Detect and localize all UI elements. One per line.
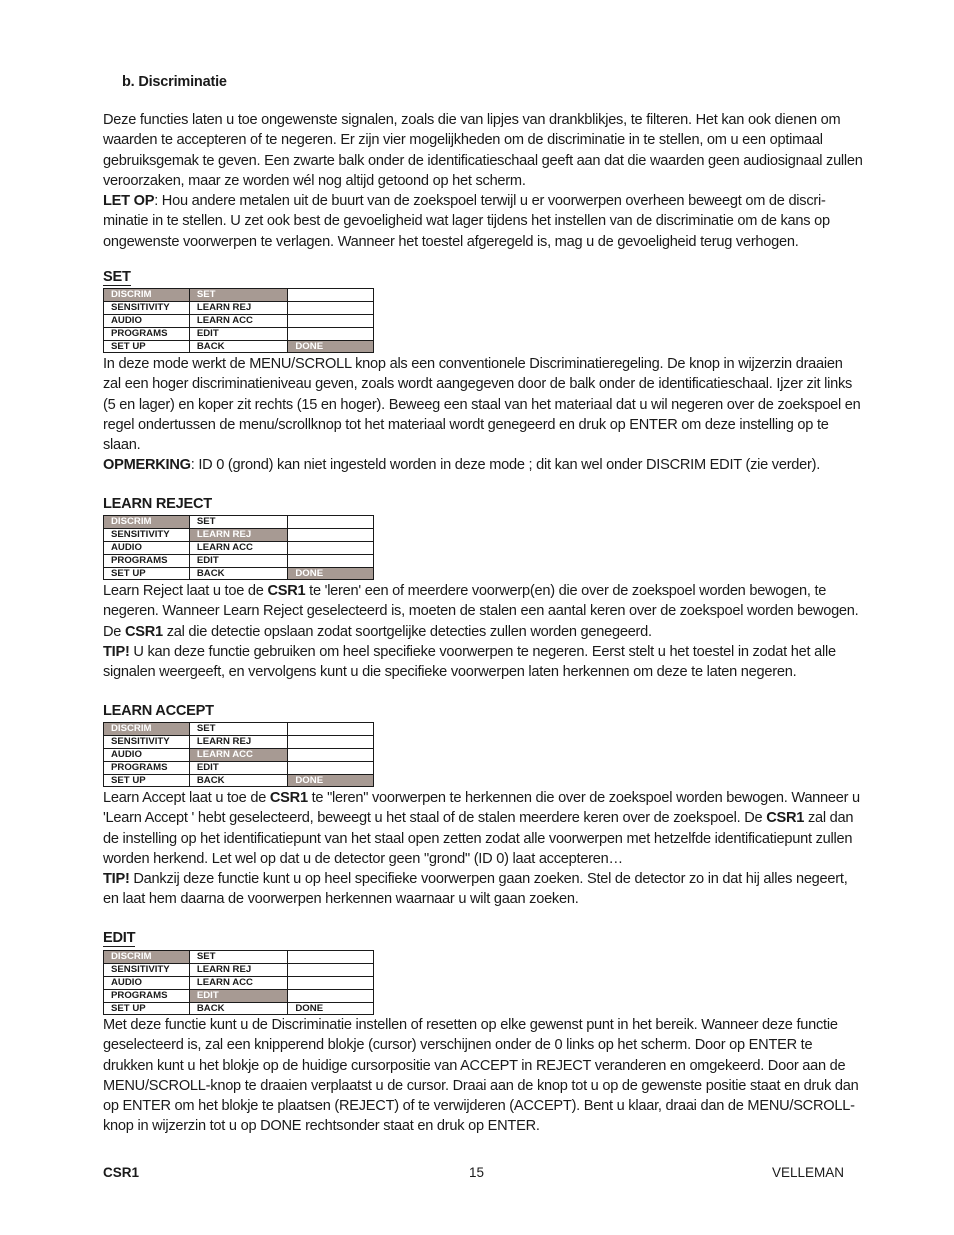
menu-cell: PROGRAMS bbox=[104, 989, 190, 1002]
menu-cell bbox=[288, 735, 374, 748]
menu-row bbox=[104, 723, 374, 736]
menu-cell: AUDIO bbox=[104, 748, 190, 761]
edit-menu-table bbox=[103, 950, 374, 1015]
learn-reject-title: LEARN REJECT bbox=[103, 496, 212, 512]
edit-paragraph bbox=[103, 1015, 863, 1137]
menu-cell bbox=[288, 541, 374, 554]
menu-cell: SET bbox=[189, 289, 288, 302]
menu-row bbox=[104, 976, 374, 989]
menu-cell: DISCRIM bbox=[104, 516, 190, 529]
edit-title: EDIT bbox=[103, 930, 136, 946]
menu-row bbox=[104, 541, 374, 554]
menu-cell: EDIT bbox=[189, 327, 288, 340]
tip-text: Dankzij deze functie kunt u op heel specifieke voorwerpen gaan zoeken. Stel de detector zo in dat hij alles negeert, en laat hem daarna de voorwerpen herkennen waarnaar u wilt gaan zoeken. bbox=[103, 871, 848, 908]
learn-accept-title: LEARN ACCEPT bbox=[103, 703, 214, 719]
menu-cell: LEARN ACC bbox=[189, 748, 288, 761]
model-name: CSR1 bbox=[267, 583, 306, 599]
menu-cell: BACK bbox=[189, 774, 288, 787]
menu-cell: DONE bbox=[288, 567, 374, 580]
set-body: In deze mode werkt de MENU/SCROLL knop als een conventionele Discriminatieregeling. De knop in wijzerzin draaien zal een hoger discriminatieniveau geven, zoals wordt aangegeven door de balk onder de identificatieschaal. Ijzer zit links (5 en lager) en koper zit rechts (15 en hoger). Beweeg een staal van het materiaal dat u wil negeren over de zoekspoel en regel ondertussen de menu/scrollknop tot het materiaal wordt genegeerd en druk op ENTER om deze instelling op te slaan. bbox=[103, 356, 861, 454]
menu-row bbox=[104, 301, 374, 314]
body-text: zal dan de instelling op het identificatiepunt van het staal open zetten zodat alle voorwerpen met hetzelfde identificatiepunt zullen worden herkend. Let wel op dat u de detector geen "grond" (ID 0) laat accepteren… bbox=[103, 810, 854, 867]
learn-reject-menu-table bbox=[103, 515, 374, 580]
learn-reject-paragraph bbox=[103, 581, 863, 682]
menu-cell: DONE bbox=[288, 1002, 374, 1015]
tip-label: TIP! bbox=[103, 643, 130, 660]
body-text: zal die detectie opslaan zodat soortgelijke detecties zullen worden genegeerd. bbox=[162, 623, 652, 640]
menu-cell: PROGRAMS bbox=[104, 761, 190, 774]
menu-cell: SET UP bbox=[104, 1002, 190, 1015]
menu-row bbox=[104, 748, 374, 761]
menu-cell: EDIT bbox=[189, 761, 288, 774]
menu-cell: AUDIO bbox=[104, 976, 190, 989]
learn-accept-menu-table bbox=[103, 722, 374, 787]
menu-cell bbox=[288, 951, 374, 964]
note-label: LET OP bbox=[103, 193, 155, 210]
menu-row bbox=[104, 289, 374, 302]
menu-cell bbox=[288, 963, 374, 976]
menu-row bbox=[104, 528, 374, 541]
remark-text: : ID 0 (grond) kan niet ingesteld worden in deze mode ; dit kan wel onder DISCRIM EDIT (zie verder). bbox=[190, 457, 821, 474]
menu-cell: LEARN REJ bbox=[189, 528, 288, 541]
body-text: Learn Accept laat u toe de bbox=[103, 790, 270, 806]
menu-cell bbox=[288, 301, 374, 314]
menu-row bbox=[104, 340, 374, 353]
menu-cell bbox=[288, 314, 374, 327]
menu-row bbox=[104, 761, 374, 774]
menu-cell: LEARN REJ bbox=[189, 301, 288, 314]
body-text: te "leren" voorwerpen te herkennen die over de zoekspoel worden bewogen. Wanneer u 'Learn Accept ' hebt geselecteerd, beweegt u het staal of de stalen meerdere keren over de zoekspoel. De bbox=[103, 790, 860, 827]
footer-brand: VELLEMAN bbox=[772, 1165, 845, 1180]
menu-cell bbox=[288, 761, 374, 774]
menu-cell: DISCRIM bbox=[104, 723, 190, 736]
menu-row bbox=[104, 516, 374, 529]
tip-label: TIP! bbox=[103, 871, 130, 888]
body-text: Learn Reject laat u toe de bbox=[103, 583, 268, 599]
menu-cell bbox=[288, 289, 374, 302]
menu-cell: BACK bbox=[189, 1002, 288, 1015]
menu-cell: SET bbox=[189, 951, 288, 964]
edit-body: Met deze functie kunt u de Discriminatie instellen of resetten op elke gewenst punt in het bereik. Wanneer deze functie geselecteerd is, zal een knipperend blokje (cursor) verschijnen onder de 0 links op het scherm. Door op ENTER te drukken kunt u het blokje op de huidige cursorpositie van ACCEPT in REJECT veranderen en omgekeerd. Door aan de MENU/SCROLL-knop te draaien verplaatst u de cursor. Draai aan de knop tot u op de gewenste positie staat en druk dan op ENTER om het blokje te plaatsen (REJECT) of te verwijderen (ACCEPT). Bent u klaar, draai dan de MENU/SCROLL-knop in wijzerzin tot u op DONE rechtsonder staat en druk op ENTER. bbox=[103, 1017, 859, 1135]
menu-cell: LEARN ACC bbox=[189, 541, 288, 554]
menu-row bbox=[104, 1002, 374, 1015]
menu-cell bbox=[288, 554, 374, 567]
menu-row bbox=[104, 774, 374, 787]
set-paragraph bbox=[103, 354, 863, 476]
menu-cell: LEARN REJ bbox=[189, 735, 288, 748]
menu-cell: SENSITIVITY bbox=[104, 301, 190, 314]
menu-row bbox=[104, 963, 374, 976]
menu-row bbox=[104, 735, 374, 748]
menu-cell: DISCRIM bbox=[104, 289, 190, 302]
menu-cell bbox=[288, 748, 374, 761]
menu-cell bbox=[288, 723, 374, 736]
menu-cell bbox=[288, 516, 374, 529]
model-name: CSR1 bbox=[269, 790, 308, 806]
menu-cell: AUDIO bbox=[104, 314, 190, 327]
model-name: CSR1 bbox=[124, 623, 163, 640]
menu-cell: PROGRAMS bbox=[104, 327, 190, 340]
note-text: : Hou andere metalen uit de buurt van de zoekspoel terwijl u er voorwerpen overheen beweegt om de discri-minatie in te stellen. U zet ook best de gevoeligheid wat lager tijdens het instellen van de discriminatie om de kans op ongewenste voorwerpen te verlagen. Wanneer het toestel afgeregeld is, mag u de gevoeligheid terug verhogen. bbox=[103, 193, 830, 250]
page-number: 15 bbox=[469, 1165, 485, 1180]
footer-model: CSR1 bbox=[103, 1165, 140, 1180]
menu-cell bbox=[288, 528, 374, 541]
set-menu-table bbox=[103, 288, 374, 353]
learn-accept-paragraph bbox=[103, 788, 863, 910]
menu-cell: DONE bbox=[288, 774, 374, 787]
menu-cell: EDIT bbox=[189, 554, 288, 567]
menu-row bbox=[104, 989, 374, 1002]
menu-cell bbox=[288, 327, 374, 340]
intro-paragraph bbox=[103, 110, 863, 252]
menu-cell: SET UP bbox=[104, 340, 190, 353]
menu-cell: SET bbox=[189, 723, 288, 736]
menu-cell: SENSITIVITY bbox=[104, 963, 190, 976]
set-title: SET bbox=[103, 269, 131, 285]
menu-row bbox=[104, 327, 374, 340]
menu-cell: PROGRAMS bbox=[104, 554, 190, 567]
menu-cell: DONE bbox=[288, 340, 374, 353]
menu-row bbox=[104, 554, 374, 567]
tip-text: U kan deze functie gebruiken om heel specifieke voorwerpen te negeren. Eerst stelt u het toestel in zodat het alle signalen weergeeft, en vervolgens kunt u die specifieke voorwerpen laten herkennen om deze te laten negeren. bbox=[103, 643, 836, 681]
menu-cell bbox=[288, 989, 374, 1002]
menu-cell: AUDIO bbox=[104, 541, 190, 554]
menu-row bbox=[104, 567, 374, 580]
menu-cell: LEARN ACC bbox=[189, 314, 288, 327]
menu-cell: DISCRIM bbox=[104, 951, 190, 964]
menu-row bbox=[104, 314, 374, 327]
menu-cell: LEARN REJ bbox=[189, 963, 288, 976]
menu-row bbox=[104, 951, 374, 964]
menu-cell bbox=[288, 976, 374, 989]
menu-cell: SET UP bbox=[104, 567, 190, 580]
model-name: CSR1 bbox=[766, 810, 805, 827]
menu-cell: SENSITIVITY bbox=[104, 528, 190, 541]
menu-cell: BACK bbox=[189, 340, 288, 353]
menu-cell: BACK bbox=[189, 567, 288, 580]
menu-cell: SENSITIVITY bbox=[104, 735, 190, 748]
menu-cell: EDIT bbox=[189, 989, 288, 1002]
menu-cell: LEARN ACC bbox=[189, 976, 288, 989]
menu-cell: SET UP bbox=[104, 774, 190, 787]
menu-cell: SET bbox=[189, 516, 288, 529]
body-text: te 'leren' een of meerdere voorwerp(en) die over de zoekspoel worden bewogen, te negeren. Wanneer Learn Reject geselecteerd is, moeten de stalen een aantal keren over de zoekspoel worden bewogen. De bbox=[103, 583, 859, 640]
intro-text: Deze functies laten u toe ongewenste signalen, zoals die van lipjes van drankblikjes, te filteren. Het kan ook dienen om waarden te accepteren of te negeren. Er zijn vier mogelijkheden om de discriminatie in te stellen, om u een optimaal gebruiksgemak te geven. Een zwarte balk onder de identificatieschaal geeft aan dat die waarden geen audiosignaal zullen veroorzaken, maar ze worden wél nog altijd getoond op het scherm. bbox=[103, 112, 863, 189]
section-heading: b. Discriminatie bbox=[122, 74, 227, 90]
remark-label: OPMERKING bbox=[103, 457, 191, 474]
